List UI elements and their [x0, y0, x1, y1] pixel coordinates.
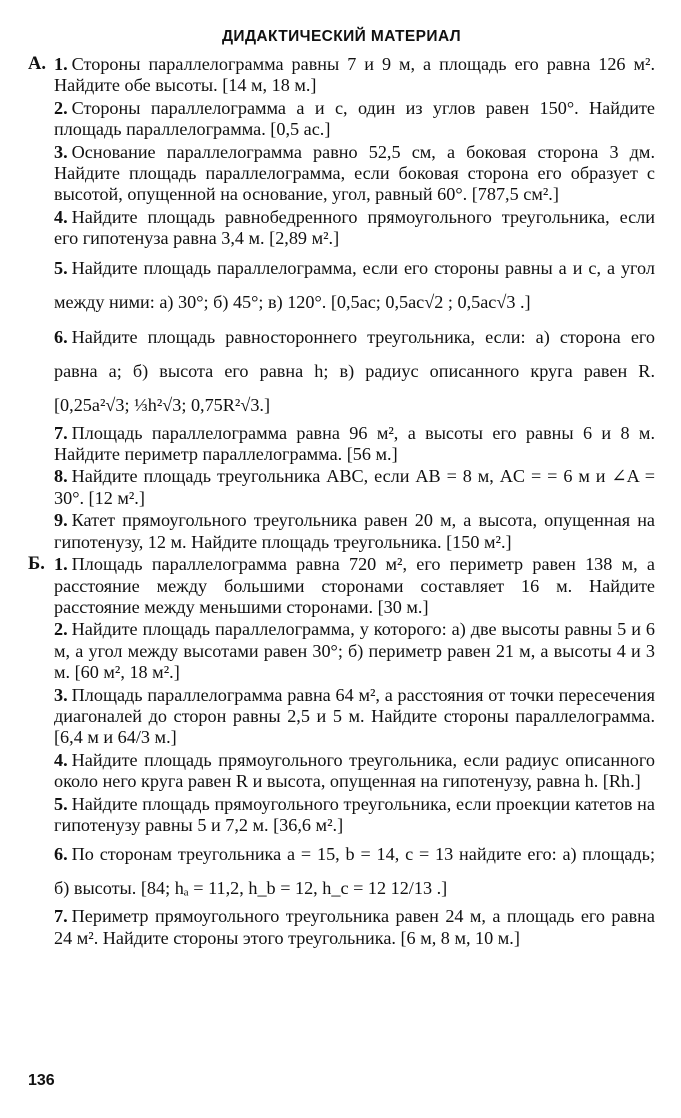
problem-text: Площадь параллелограмма равна 96 м², а высоты его равны 6 и 8 м. Найдите периметр параллелограмма. [56 м.]	[54, 422, 655, 465]
problem-a-7	[54, 423, 655, 466]
problem-b-6	[54, 837, 655, 905]
problem-a-4	[54, 207, 655, 250]
problem-number: 1.	[54, 554, 68, 575]
problem-number: 2.	[54, 619, 68, 640]
problem-text: Найдите площадь параллелограмма, у которого: а) две высоты равны 5 и 6 м, а угол между высотами равен 30°; б) периметр равен 21 м, а высоты 4 и 3 м. [60 м², 18 м².]	[54, 619, 655, 683]
section-b	[28, 554, 655, 949]
problem-a-2	[54, 98, 655, 141]
problem-number: 6.	[54, 844, 68, 865]
problem-a-6	[54, 320, 655, 422]
problem-number: 7.	[54, 422, 68, 443]
problem-number: 2.	[54, 97, 68, 118]
problem-text: Найдите площадь равностороннего треугольника, если: а) сторона его равна a; б) высота его равна h; в) радиус описанного круга равен R. [0,25a²√3; ⅓h²√3; 0,75R²√3.]	[54, 326, 655, 415]
problem-b-1	[54, 554, 655, 618]
section-a	[28, 54, 655, 553]
problem-number: 4.	[54, 749, 68, 770]
problem-number: 6.	[54, 326, 68, 347]
problem-number: 1.	[54, 54, 68, 74]
problem-text: Найдите площадь параллелограмма, если его стороны равны a и c, а угол между ними: а) 30°; б) 45°; в) 120°. [0,5ac; 0,5ac√2 ; 0,5ac√3 .]	[54, 257, 655, 312]
problem-number: 8.	[54, 466, 68, 487]
problem-b-7	[54, 906, 655, 949]
problem-b-4	[54, 750, 655, 793]
problem-b-5	[54, 794, 655, 837]
problem-number: 3.	[54, 684, 68, 705]
page-number: 136	[28, 1072, 55, 1089]
problem-text: Стороны параллелограмма равны 7 и 9 м, а площадь его равна 126 м². Найдите обе высоты. [14 м, 18 м.]	[54, 54, 655, 96]
problem-text: Катет прямоугольного треугольника равен 20 м, а высота, опущенная на гипотенузу, 12 м. Найдите площадь треугольника. [150 м².]	[54, 510, 655, 552]
problem-number: 4.	[54, 206, 68, 227]
problem-text: Стороны параллелограмма a и c, один из углов равен 150°. Найдите площадь параллелограмма. [0,5 ac.]	[54, 97, 655, 140]
problem-text: Площадь параллелограмма равна 64 м², а расстояния от точки пересечения диагоналей до сторон равны 2,5 и 5 м. Найдите стороны параллелограмма. [6,4 м и 64/3 м.]	[54, 684, 655, 748]
problem-b-3	[54, 685, 655, 749]
problem-number: 7.	[54, 906, 68, 927]
problem-a-5	[54, 251, 655, 319]
problem-a-9	[54, 510, 655, 553]
problem-text: По сторонам треугольника a = 15, b = 14, c = 13 найдите его: а) площадь; б) высоты. [84; hₐ = 11,2, h_b = 12, h_c = 12 12/13 .]	[54, 844, 655, 899]
problem-text: Основание параллелограмма равно 52,5 см, а боковая сторона 3 дм. Найдите площадь параллелограмма, если боковая сторона его образует с высотой, опущенной на основание, угол, равный 60°. [787,5 см².]	[54, 141, 655, 205]
problem-text: Найдите площадь прямоугольного треугольника, если радиус описанного около него круга равен R и высота, опущенная на гипотенузу, равна h. [Rh.]	[54, 749, 655, 792]
problem-number: 3.	[54, 141, 68, 162]
problem-text: Найдите площадь прямоугольного треугольника, если проекции катетов на гипотенузу равны 5 и 7,2 м. [36,6 м².]	[54, 793, 655, 835]
problem-text: Найдите площадь равнобедренного прямоугольного треугольника, если его гипотенуза равна 3,4 м. [2,89 м².]	[54, 206, 655, 249]
section-label: А.	[28, 54, 46, 74]
page-title: ДИДАКТИЧЕСКИЙ МАТЕРИАЛ	[221, 28, 462, 45]
problem-a-8	[54, 466, 655, 509]
problem-b-2	[54, 619, 655, 683]
section-label: Б.	[28, 554, 45, 575]
problem-text: Найдите площадь треугольника ABC, если AB = 8 м, AC = = 6 м и ∠A = 30°. [12 м².]	[54, 466, 655, 508]
problem-number: 5.	[54, 793, 68, 814]
problem-a-1	[54, 54, 655, 97]
problem-number: 9.	[54, 510, 68, 531]
problem-number: 5.	[54, 257, 68, 278]
problem-text: Периметр прямоугольного треугольника равен 24 м, а площадь его равна 24 м². Найдите стороны этого треугольника. [6 м, 8 м, 10 м.]	[54, 906, 655, 948]
problem-text: Площадь параллелограмма равна 720 м², его периметр равен 138 м, а расстояние между большими сторонами составляет 16 м. Найдите расстояние между меньшими сторонами. [30 м.]	[54, 554, 655, 617]
problem-a-3	[54, 142, 655, 206]
